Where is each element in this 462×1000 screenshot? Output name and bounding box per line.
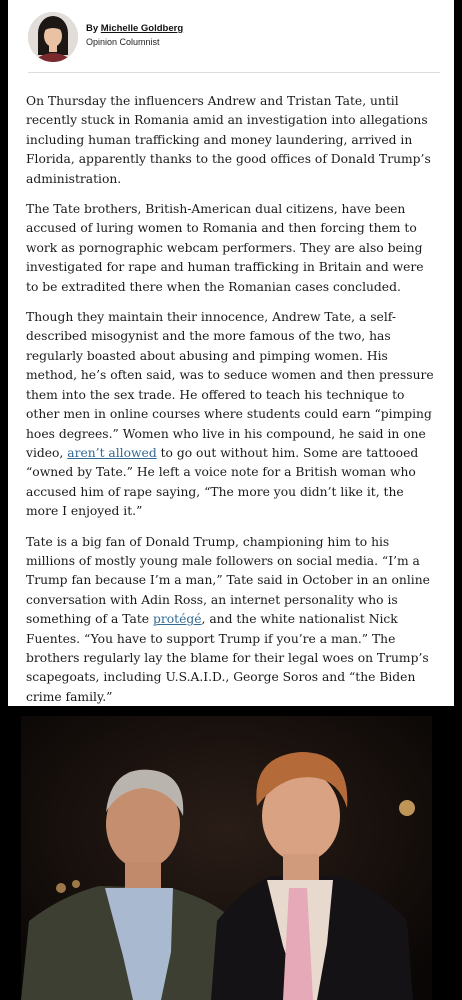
paragraph-2: The Tate brothers, British-American dual citizens, have been accused of luring women to Romania and then forcing them to work as pornographic webcam performers. They are also being investigated for rape and human trafficking in Britain and were to be extradited there when the Romanian cases concluded. — [26, 202, 424, 294]
paragraph-3 — [26, 308, 438, 521]
paragraph-3-text-b: to go out without him. Some are tattooed “owned by Tate.” He left a voice note for a British woman who accused him of rape saying, “The more you didn’t like it, the more I enjoyed it.” — [26, 445, 419, 519]
author-avatar[interactable] — [28, 12, 78, 62]
protege-link[interactable]: protégé — [152, 612, 202, 627]
byline-text — [86, 23, 183, 47]
author-link[interactable]: Michelle Goldberg — [100, 23, 184, 34]
arent-allowed-link[interactable]: aren’t allowed — [67, 445, 157, 460]
article-card — [8, 0, 454, 706]
article-body — [26, 92, 438, 718]
author-role: Opinion Columnist — [86, 37, 160, 47]
byline-author-line — [86, 23, 183, 34]
two-men-photo-icon — [21, 716, 432, 1000]
paragraph-4 — [26, 533, 438, 708]
byline-prefix: By — [86, 23, 101, 34]
author-portrait-icon — [28, 12, 78, 62]
byline — [28, 12, 440, 73]
paragraph-1: On Thursday the influencers Andrew and Tristan Tate, until recently stuck in Romania amid an investigation into allegations including human trafficking and money laundering, arrived in Florida, apparently thanks to the good offices of Donald Trump’s administration. — [26, 94, 431, 186]
photo — [21, 716, 432, 1000]
paragraph-4-text-b: , and the white nationalist Nick Fuentes. “You have to support Trump if you’re a man.” The brothers regularly lay the blame for their legal woes on Trump’s scapegoats, including U.S.A.I.D., George Soros and “the Biden crime family.” — [26, 612, 429, 704]
paragraph-3-text-a: Though they maintain their innocence, Andrew Tate, a self-described misogynist and the more famous of the two, has regularly boasted about abusing and pimping women. His method, he’s often said, was to seduce women and then pressure them into the sex trade. He offered to teach his technique to other men in online courses where students could earn “pimping hoes degrees.” Women who live in his compound, he said in one video, — [26, 310, 434, 460]
paragraph-4-text-a: Tate is a big fan of Donald Trump, championing him to his millions of mostly young male followers on social media. “I’m a Trump fan because I’m a man,” Tate said in October in an online conversation with Adin Ross, an internet personality who is something of a Tate — [26, 534, 430, 627]
